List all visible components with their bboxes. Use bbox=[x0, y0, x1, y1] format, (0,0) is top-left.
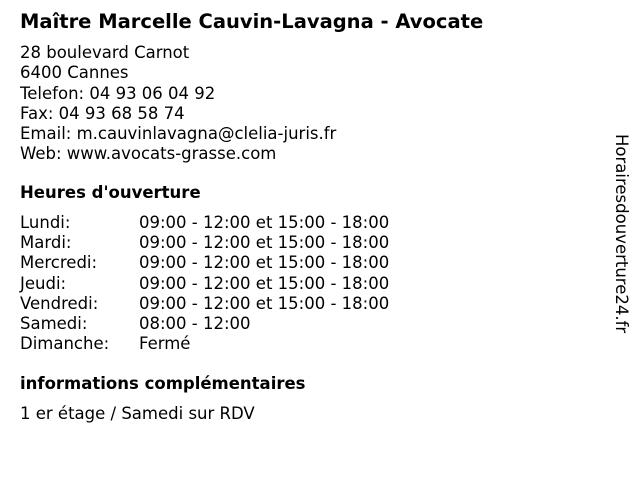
business-title: Maître Marcelle Cauvin-Lavagna - Avocate bbox=[20, 10, 484, 33]
day-hours: 09:00 - 12:00 et 15:00 - 18:00 bbox=[139, 213, 390, 232]
hours-row-monday bbox=[20, 213, 389, 233]
day-label: Samedi: bbox=[20, 314, 88, 334]
day-label: Vendredi: bbox=[20, 293, 99, 313]
day-label: Mercredi: bbox=[20, 253, 98, 273]
opening-hours-table bbox=[20, 213, 389, 354]
hours-row-wednesday bbox=[20, 253, 389, 273]
hours-row-thursday bbox=[20, 274, 389, 294]
day-hours: 09:00 - 12:00 et 15:00 - 18:00 bbox=[139, 293, 390, 313]
phone-number: Telefon: 04 93 06 04 92 bbox=[20, 83, 216, 103]
email-address: Email: m.cauvinlavagna@clelia-juris.fr bbox=[20, 124, 337, 144]
additional-info-heading: informations complémentaires bbox=[20, 374, 306, 393]
fax-number: Fax: 04 93 68 58 74 bbox=[20, 103, 185, 123]
day-hours: 09:00 - 12:00 et 15:00 - 18:00 bbox=[139, 253, 390, 273]
street-address: 28 boulevard Carnot bbox=[20, 43, 190, 62]
opening-hours-heading: Heures d'ouverture bbox=[20, 183, 201, 202]
day-label: Dimanche: bbox=[20, 334, 110, 354]
day-hours: 09:00 - 12:00 et 15:00 - 18:00 bbox=[139, 273, 390, 293]
hours-row-sunday bbox=[20, 334, 389, 354]
additional-info-text: 1 er étage / Samedi sur RDV bbox=[20, 404, 255, 423]
day-hours: 09:00 - 12:00 et 15:00 - 18:00 bbox=[139, 233, 390, 253]
hours-row-tuesday bbox=[20, 233, 389, 253]
site-watermark-label: Horairesdouverture24.fr bbox=[612, 134, 631, 334]
day-label: Lundi: bbox=[20, 213, 71, 232]
city-address: 6400 Cannes bbox=[20, 63, 129, 83]
hours-row-saturday bbox=[20, 314, 389, 334]
contact-block bbox=[20, 43, 336, 165]
day-label: Jeudi: bbox=[20, 273, 67, 293]
website: Web: www.avocats-grasse.com bbox=[20, 144, 277, 164]
day-hours: 08:00 - 12:00 bbox=[139, 314, 251, 334]
day-hours: Fermé bbox=[139, 334, 191, 354]
day-label: Mardi: bbox=[20, 233, 72, 253]
hours-row-friday bbox=[20, 294, 389, 314]
